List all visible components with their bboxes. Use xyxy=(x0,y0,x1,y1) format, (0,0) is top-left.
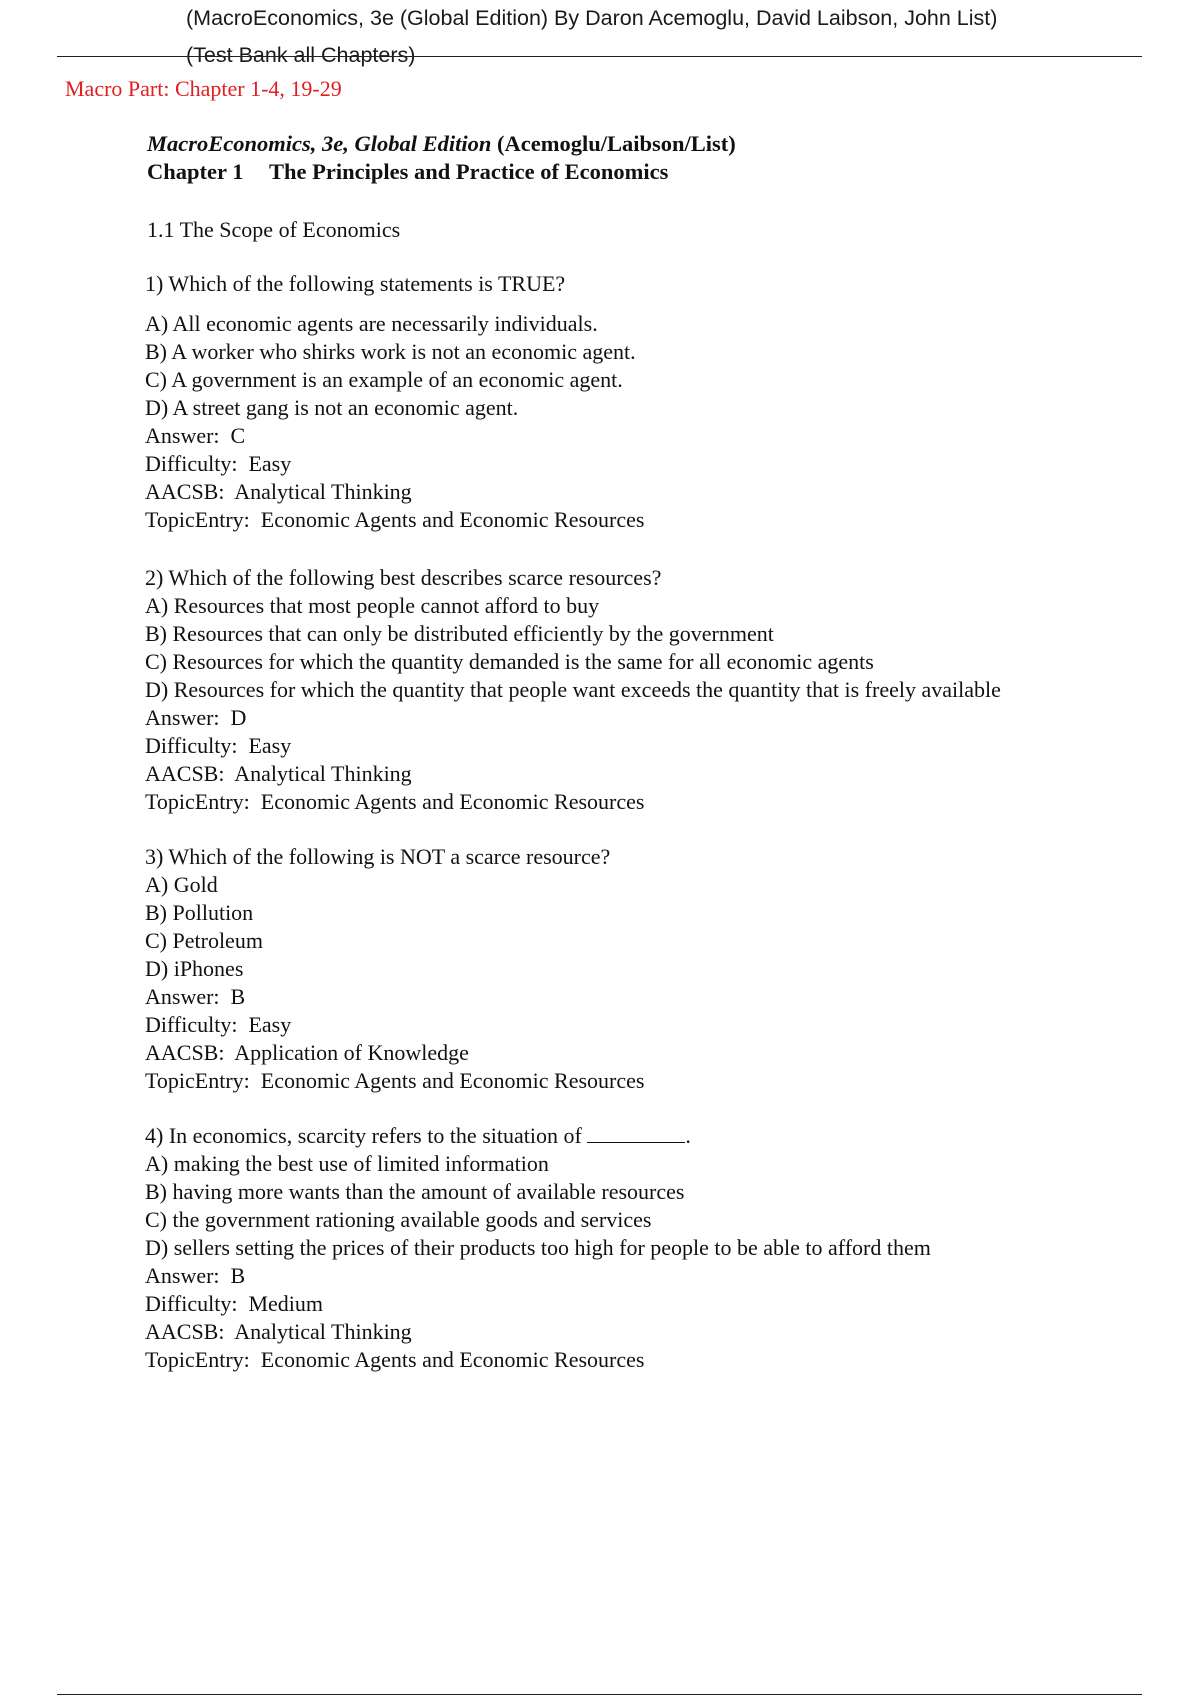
header-title: (MacroEconomics, 3e (Global Edition) By Daron Acemoglu, David Laibson, John List) xyxy=(186,6,998,30)
book-title: MacroEconomics, 3e, Global Edition xyxy=(147,131,492,156)
difficulty-label: Difficulty: xyxy=(145,1012,238,1037)
answer-label: Answer: xyxy=(145,984,220,1009)
answer-option: C) A government is an example of an economic agent. xyxy=(145,367,623,392)
difficulty-value: Easy xyxy=(248,733,292,758)
answer-option: C) Petroleum xyxy=(145,928,263,953)
question-block xyxy=(145,1122,931,1374)
difficulty-value: Easy xyxy=(248,1012,292,1037)
question-stem: 3) Which of the following is NOT a scarce resource? xyxy=(145,844,611,869)
answer-option: B) Pollution xyxy=(145,900,254,925)
answer-option: A) Gold xyxy=(145,872,218,897)
aacsb-value: Analytical Thinking xyxy=(234,761,412,786)
chapter-heading xyxy=(147,158,736,186)
aacsb-line xyxy=(145,478,644,506)
topic-value: Economic Agents and Economic Resources xyxy=(260,789,645,814)
answer-option: B) A worker who shirks work is not an economic agent. xyxy=(145,339,636,364)
topic-label: TopicEntry: xyxy=(145,789,250,814)
topic-label: TopicEntry: xyxy=(145,507,250,532)
answer-value: B xyxy=(230,984,246,1009)
chapter-number: Chapter 1 xyxy=(147,159,244,184)
answer-line xyxy=(145,1262,931,1290)
answer-option: A) making the best use of limited information xyxy=(145,1151,549,1176)
aacsb-value: Analytical Thinking xyxy=(234,479,412,504)
topic-line xyxy=(145,1067,644,1095)
question-block xyxy=(145,843,644,1095)
topic-value: Economic Agents and Economic Resources xyxy=(260,1068,645,1093)
answer-value: D xyxy=(230,705,247,730)
question-stem: 2) Which of the following best describes scarce resources? xyxy=(145,565,662,590)
book-title-line xyxy=(147,130,736,158)
answer-label: Answer: xyxy=(145,705,220,730)
document-heading xyxy=(147,130,736,186)
answer-value: B xyxy=(230,1263,246,1288)
answer-option: D) A street gang is not an economic agent. xyxy=(145,395,519,420)
question-stem-end: . xyxy=(685,1123,691,1148)
difficulty-line xyxy=(145,1290,931,1318)
answer-option: B) having more wants than the amount of available resources xyxy=(145,1179,685,1204)
question-block xyxy=(145,564,1001,816)
header-subtitle: (Test Bank all Chapters) xyxy=(186,43,416,67)
aacsb-label: AACSB: xyxy=(145,1040,225,1065)
footer-rule xyxy=(57,1694,1142,1695)
aacsb-line xyxy=(145,760,1001,788)
answer-option: D) iPhones xyxy=(145,956,244,981)
aacsb-value: Application of Knowledge xyxy=(234,1040,469,1065)
answer-option: A) Resources that most people cannot afford to buy xyxy=(145,593,600,618)
book-authors: (Acemoglu/Laibson/List) xyxy=(497,131,736,156)
topic-label: TopicEntry: xyxy=(145,1068,250,1093)
aacsb-line xyxy=(145,1039,644,1067)
aacsb-label: AACSB: xyxy=(145,761,225,786)
answer-line xyxy=(145,422,644,450)
header-rule xyxy=(57,56,1142,57)
difficulty-label: Difficulty: xyxy=(145,1291,238,1316)
aacsb-label: AACSB: xyxy=(145,479,225,504)
difficulty-value: Easy xyxy=(248,451,292,476)
answer-option: A) All economic agents are necessarily individuals. xyxy=(145,311,598,336)
section-title: 1.1 The Scope of Economics xyxy=(147,217,401,242)
aacsb-value: Analytical Thinking xyxy=(234,1319,412,1344)
answer-option: C) Resources for which the quantity demanded is the same for all economic agents xyxy=(145,649,874,674)
question-stem: 4) In economics, scarcity refers to the situation of xyxy=(145,1123,582,1148)
difficulty-value: Medium xyxy=(248,1291,324,1316)
answer-label: Answer: xyxy=(145,423,220,448)
answer-line xyxy=(145,704,1001,732)
question-block xyxy=(145,270,644,534)
difficulty-line xyxy=(145,450,644,478)
part-label: Macro Part: Chapter 1-4, 19-29 xyxy=(65,76,342,101)
answer-line xyxy=(145,983,644,1011)
aacsb-line xyxy=(145,1318,931,1346)
answer-option: D) Resources for which the quantity that people want exceeds the quantity that is freely available xyxy=(145,677,1001,702)
fill-in-blank xyxy=(587,1124,685,1143)
topic-line xyxy=(145,1346,931,1374)
aacsb-label: AACSB: xyxy=(145,1319,225,1344)
topic-value: Economic Agents and Economic Resources xyxy=(260,507,645,532)
answer-option: C) the government rationing available goods and services xyxy=(145,1207,652,1232)
difficulty-label: Difficulty: xyxy=(145,451,238,476)
chapter-title: The Principles and Practice of Economics xyxy=(269,159,669,184)
answer-label: Answer: xyxy=(145,1263,220,1288)
topic-label: TopicEntry: xyxy=(145,1347,250,1372)
answer-option: D) sellers setting the prices of their products too high for people to be able to afford them xyxy=(145,1235,931,1260)
answer-value: C xyxy=(230,423,246,448)
topic-line xyxy=(145,506,644,534)
question-stem: 1) Which of the following statements is TRUE? xyxy=(145,271,566,296)
topic-line xyxy=(145,788,1001,816)
answer-option: B) Resources that can only be distributed efficiently by the government xyxy=(145,621,774,646)
question-stem-line xyxy=(145,1122,931,1150)
difficulty-line xyxy=(145,1011,644,1039)
difficulty-line xyxy=(145,732,1001,760)
difficulty-label: Difficulty: xyxy=(145,733,238,758)
topic-value: Economic Agents and Economic Resources xyxy=(260,1347,645,1372)
